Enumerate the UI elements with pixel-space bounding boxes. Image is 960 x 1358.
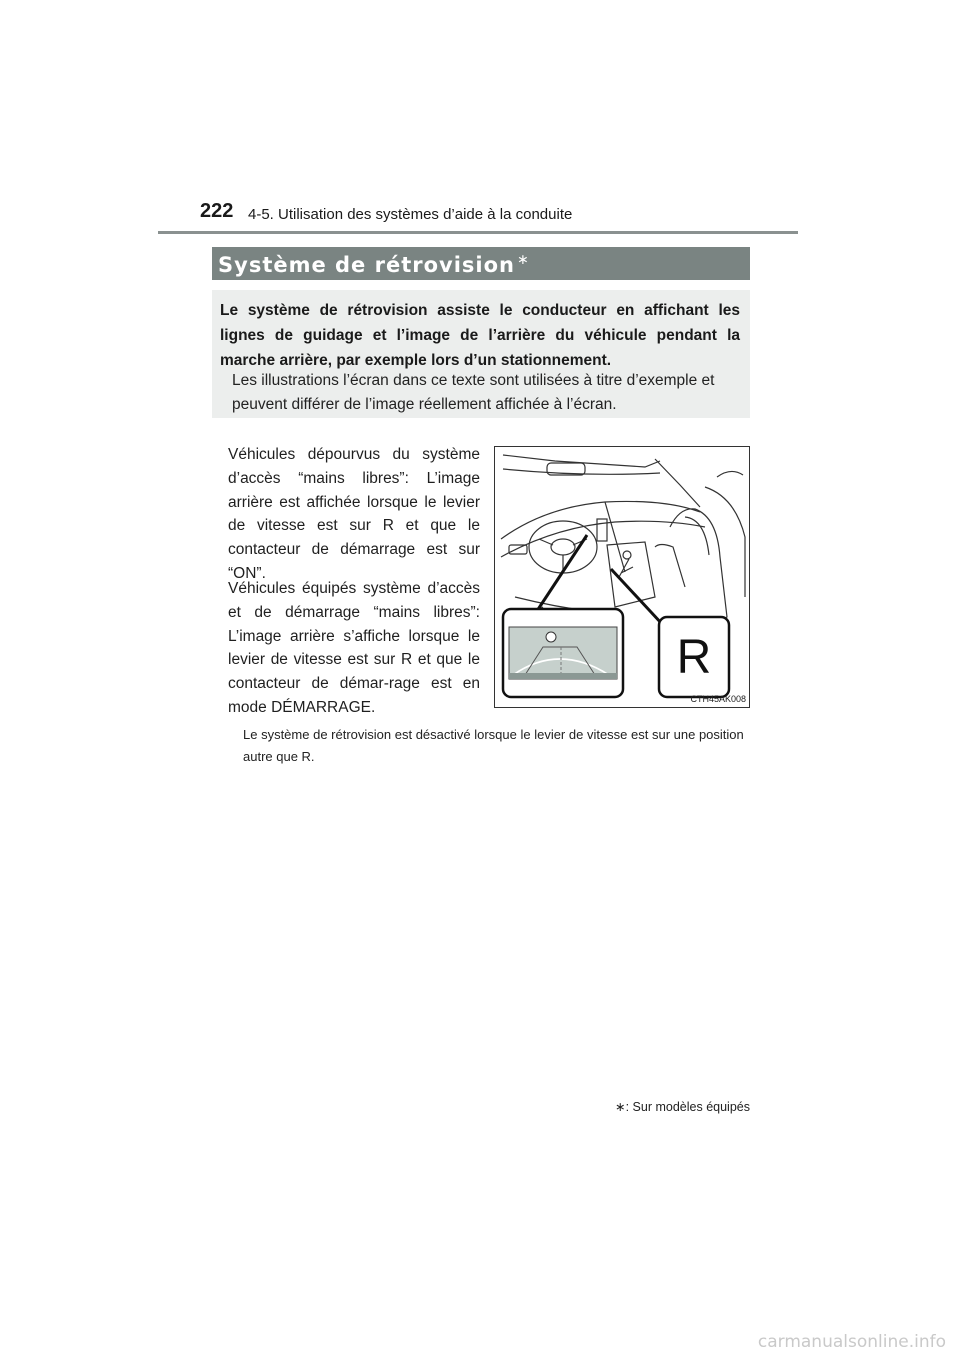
- intro-box: [212, 290, 750, 418]
- chapter-title: 4-5. Utilisation des systèmes d’aide à la conduite: [248, 206, 573, 223]
- header-divider: [158, 231, 798, 234]
- deactivation-note: Le système de rétrovision est désactivé lorsque le levier de vitesse est sur une position autre que R.: [243, 727, 744, 764]
- intro-note: Les illustrations l’écran dans ce texte sont utilisées à titre d’exemple et peuvent différer de l’image réellement affichée à l’écran.: [232, 372, 715, 413]
- car-interior-figure: [494, 446, 750, 708]
- page-number: 222: [200, 200, 234, 222]
- watermark: carmanualsonline.info: [757, 1332, 946, 1352]
- section-heading-bar: [212, 247, 750, 280]
- section-title: [218, 252, 530, 277]
- asterisk-mark: ∗: [517, 252, 530, 268]
- paragraph-without-smart-key: Véhicules dépourvus du système d’accès “mains libres”: L’image arrière est affichée lorsque le levier de vitesse est sur R et que le contacteur de démarrage est sur “ON”.: [228, 446, 480, 582]
- gear-r-label: R: [676, 630, 712, 684]
- paragraph-with-smart-key: Véhicules équipés système d’accès et de démarrage “mains libres”: L’image arrière s’affiche lorsque le levier de vitesse est sur R et que le contacteur de démar-rage est en mode DÉMARRAGE.: [228, 580, 480, 716]
- section-title-text: Système de rétrovision: [218, 253, 515, 277]
- intro-summary: Le système de rétrovision assiste le conducteur en affichant les lignes de guidage et l’image de l’arrière du véhicule pendant la marche arrière, par exemple lors d’un stationnement.: [220, 302, 740, 369]
- equipped-models-note: ∗: Sur modèles équipés: [615, 1100, 750, 1114]
- figure-code: CTH45AK008: [690, 694, 746, 704]
